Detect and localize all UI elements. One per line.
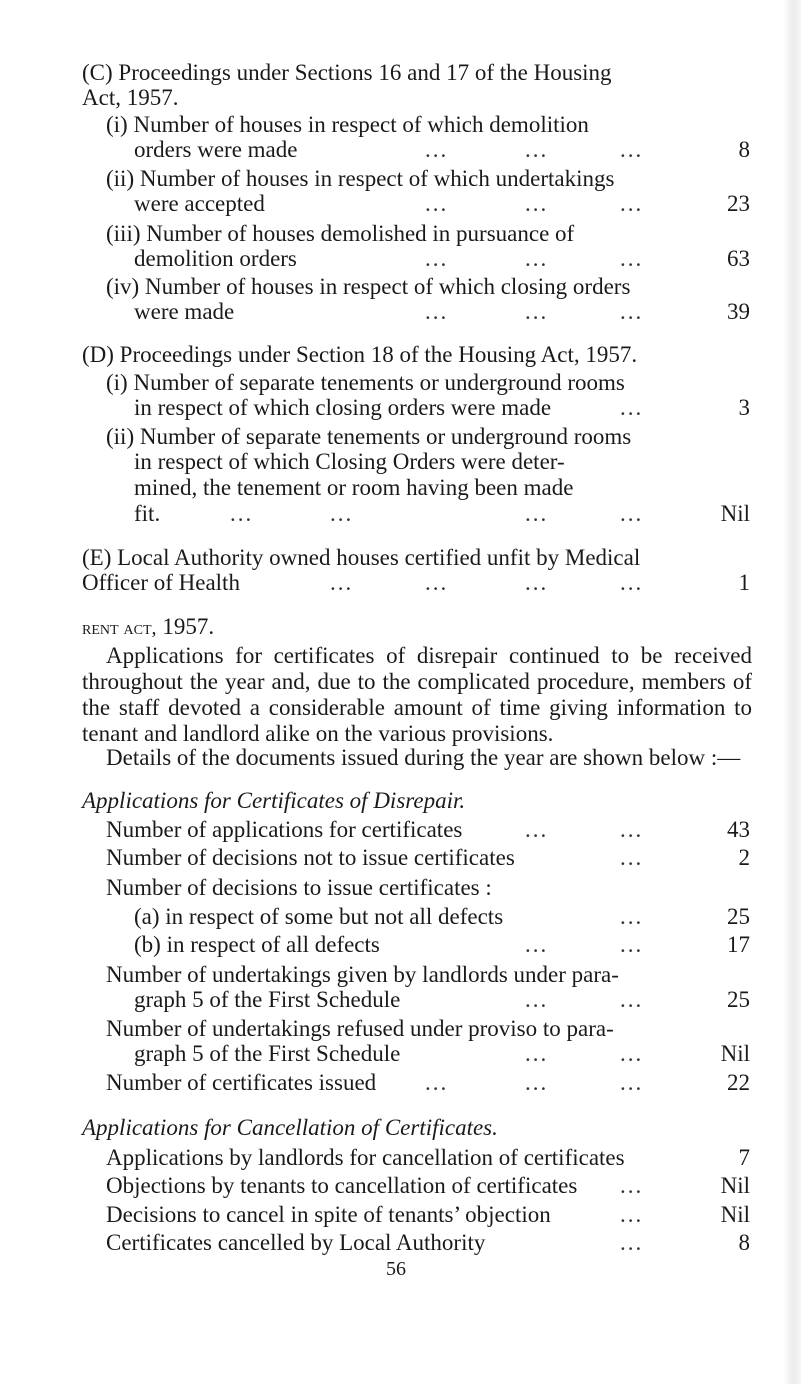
- dot-leader: ...: [525, 817, 549, 842]
- section-c-heading-line1: (C) Proceedings under Sections 16 and 17 of the Housing: [82, 60, 612, 85]
- dot-leader: ...: [620, 1202, 644, 1227]
- dot-leader: ...: [425, 137, 449, 162]
- section-d-item-i-line2: in respect of which closing orders were made: [134, 395, 552, 420]
- dot-leader: ...: [620, 987, 644, 1012]
- section-c-item-iv-line2: were made: [134, 299, 235, 324]
- dot-leader: ...: [525, 1041, 549, 1066]
- section-c-item-i-line1: (i) Number of houses in respect of which demolition: [106, 112, 589, 137]
- disrepair-undertakings-given-line2: graph 5 of the First Schedule: [134, 987, 401, 1012]
- section-c-heading-line2: Act, 1957.: [82, 85, 179, 110]
- cancellation-decisions-label: Decisions to cancel in spite of tenants’ objection: [106, 1202, 551, 1227]
- cancellation-decisions-value: Nil: [720, 1202, 750, 1227]
- rent-act-paragraph-1: Applications for certificates of disrepair continued to be received throughout the year and, due to the complicated procedure, members of the staff devoted a considerable amount of time giving information to tenant and landlord alike on the various provisions.: [82, 643, 752, 746]
- dot-leader: ...: [620, 1070, 644, 1095]
- section-d-item-ii-line4: fit.: [134, 501, 161, 526]
- section-c-item-ii-line1: (ii) Number of houses in respect of which undertakings: [106, 166, 615, 191]
- page-number: 56: [386, 1258, 406, 1280]
- dot-leader: ...: [620, 1230, 644, 1255]
- disrepair-undertakings-given-value: 25: [727, 987, 750, 1012]
- disrepair-undertakings-refused-line1: Number of undertakings refused under proviso to para-: [106, 1016, 614, 1041]
- disrepair-undertakings-refused-line2: graph 5 of the First Schedule: [134, 1041, 401, 1066]
- section-c-item-iv-value: 39: [727, 299, 750, 324]
- cancellation-cancelled-value: 8: [738, 1230, 750, 1255]
- dot-leader: ...: [425, 191, 449, 216]
- rent-act-heading-year: 1957.: [162, 614, 215, 639]
- rent-act-heading-text: rent act,: [82, 617, 157, 639]
- section-c-item-ii-line2: were accepted: [134, 191, 265, 216]
- section-c-item-iv-line1: (iv) Number of houses in respect of which closing orders: [106, 274, 631, 299]
- section-d-item-ii-line3: mined, the tenement or room having been made: [134, 475, 574, 500]
- dot-leader: ...: [425, 246, 449, 271]
- disrepair-some-defects-value: 25: [727, 904, 750, 929]
- cancellation-by-landlords-value: 7: [738, 1145, 750, 1170]
- dot-leader: ...: [620, 932, 644, 957]
- section-c-item-ii-value: 23: [727, 191, 750, 216]
- dot-leader: ...: [525, 246, 549, 271]
- dot-leader: ...: [425, 299, 449, 324]
- cancellation-by-landlords-label: Applications by landlords for cancellation of certificates: [106, 1145, 625, 1170]
- disrepair-some-defects-label: (a) in respect of some but not all defects: [134, 904, 504, 929]
- section-d-item-ii-value: Nil: [720, 501, 750, 526]
- dot-leader: ...: [620, 501, 644, 526]
- dot-leader: ...: [620, 845, 644, 870]
- section-e-line1: (E) Local Authority owned houses certified unfit by Medical: [82, 545, 641, 570]
- dot-leader: ...: [525, 570, 549, 595]
- disrepair-applications-value: 43: [727, 817, 750, 842]
- section-c-item-iii-value: 63: [727, 246, 750, 271]
- section-d-item-ii-line2: in respect of which Closing Orders were deter-: [134, 449, 565, 474]
- dot-leader: ...: [425, 570, 449, 595]
- cancellation-objections-value: Nil: [720, 1173, 750, 1198]
- dot-leader: ...: [525, 932, 549, 957]
- disrepair-undertakings-refused-value: Nil: [720, 1041, 750, 1066]
- section-c-item-iii-line1: (iii) Number of houses demolished in pursuance of: [106, 221, 575, 246]
- dot-leader: ...: [525, 137, 549, 162]
- disrepair-all-defects-value: 17: [727, 932, 750, 957]
- disrepair-certificates-issued-label: Number of certificates issued: [106, 1070, 377, 1095]
- section-e-line2: Officer of Health: [82, 570, 240, 595]
- dot-leader: ...: [425, 1070, 449, 1095]
- dot-leader: ...: [620, 191, 644, 216]
- rent-act-paragraph-2: Details of the documents issued during the year are shown below :—: [106, 745, 741, 770]
- disrepair-undertakings-given-line1: Number of undertakings given by landlords under para-: [106, 962, 619, 987]
- cancellation-objections-label: Objections by tenants to cancellation of certificates: [106, 1173, 578, 1198]
- dot-leader: ...: [620, 1173, 644, 1198]
- dot-leader: ...: [525, 191, 549, 216]
- section-d-item-i-value: 3: [738, 395, 750, 420]
- section-e-value: 1: [738, 570, 750, 595]
- dot-leader: ...: [620, 246, 644, 271]
- dot-leader: ...: [525, 501, 549, 526]
- disrepair-applications-label: Number of applications for certificates: [106, 817, 463, 842]
- dot-leader: ...: [620, 904, 644, 929]
- dot-leader: ...: [620, 570, 644, 595]
- dot-leader: ...: [620, 817, 644, 842]
- dot-leader: ...: [620, 299, 644, 324]
- dot-leader: ...: [230, 501, 254, 526]
- dot-leader: ...: [525, 987, 549, 1012]
- disrepair-to-issue-label: Number of decisions to issue certificates :: [106, 875, 492, 900]
- section-c-item-iii-line2: demolition orders: [134, 246, 297, 271]
- disrepair-not-issue-label: Number of decisions not to issue certificates: [106, 845, 515, 870]
- dot-leader: ...: [525, 299, 549, 324]
- section-d-item-i-line1: (i) Number of separate tenements or underground rooms: [106, 370, 625, 395]
- disrepair-heading: Applications for Certificates of Disrepair.: [82, 788, 466, 813]
- dot-leader: ...: [525, 1070, 549, 1095]
- section-c-item-i-line2: orders were made: [134, 137, 298, 162]
- dot-leader: ...: [620, 137, 644, 162]
- dot-leader: ...: [330, 570, 354, 595]
- section-c-item-i-value: 8: [738, 137, 750, 162]
- disrepair-certificates-issued-value: 22: [727, 1070, 750, 1095]
- dot-leader: ...: [620, 1041, 644, 1066]
- section-d-item-ii-line1: (ii) Number of separate tenements or underground rooms: [106, 424, 632, 449]
- dot-leader: ...: [330, 501, 354, 526]
- section-d-heading: (D) Proceedings under Section 18 of the Housing Act, 1957.: [82, 342, 638, 367]
- disrepair-all-defects-label: (b) in respect of all defects: [134, 932, 380, 957]
- cancellation-heading: Applications for Cancellation of Certificates.: [82, 1115, 498, 1140]
- cancellation-cancelled-label: Certificates cancelled by Local Authority: [106, 1230, 486, 1255]
- dot-leader: ...: [620, 395, 644, 420]
- rent-act-heading: [82, 612, 214, 643]
- disrepair-not-issue-value: 2: [738, 845, 750, 870]
